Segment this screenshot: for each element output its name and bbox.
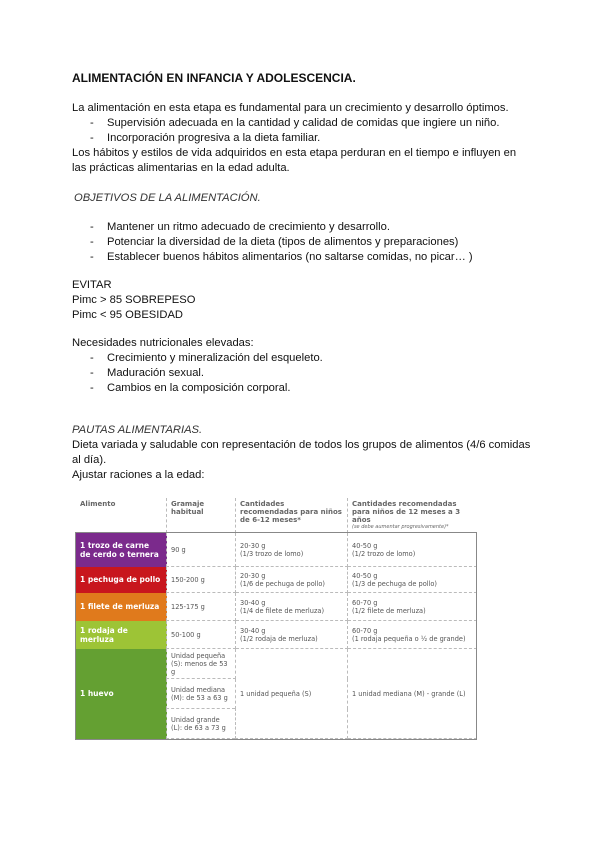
document-title: ALIMENTACIÓN EN INFANCIA Y ADOLESCENCIA. <box>72 71 356 85</box>
necesidad-bullet: - Maduración sexual. <box>90 367 205 379</box>
portion-6-12-cell: 1 unidad pequeña (S) <box>236 649 348 739</box>
portion-12-36-cell: 40-50 g (1/3 de pechuga de pollo) <box>348 567 477 593</box>
portion-12-36-cell: 60-70 g (1/2 filete de merluza) <box>348 593 477 621</box>
necesidad-bullet: - Crecimiento y mineralización del esqueleto. <box>90 352 323 364</box>
table-row <box>76 649 476 679</box>
gram-cell: 50-100 g <box>167 621 236 649</box>
header-alimento: Alimento <box>76 498 167 533</box>
portion-12-36-cell: 60-70 g (1 rodaja pequeña o ½ de grande) <box>348 621 477 649</box>
objetivo-bullet: - Potenciar la diversidad de la dieta (tipos de alimentos y preparaciones) <box>90 236 459 248</box>
gram-cell: Unidad grande (L): de 63 a 73 g <box>167 709 236 739</box>
portions-table <box>76 498 477 739</box>
table-row <box>76 621 476 649</box>
gram-cell: Unidad mediana (M): de 53 a 63 g <box>167 679 236 709</box>
portion-6-12-cell: 20-30 g (1/3 trozo de lomo) <box>236 533 348 567</box>
necesidad-bullet: - Cambios en la composición corporal. <box>90 382 291 394</box>
header-gramaje: Gramaje habitual <box>167 498 236 533</box>
food-cell: 1 rodaja de merluza <box>76 621 167 649</box>
evitar-label: EVITAR <box>72 279 112 291</box>
table-row <box>76 593 476 621</box>
portion-6-12-cell: 30-40 g (1/4 de filete de merluza) <box>236 593 348 621</box>
portion-6-12-cell: 20-30 g (1/6 de pechuga de pollo) <box>236 567 348 593</box>
necesidades-heading: Necesidades nutricionales elevadas: <box>72 337 254 349</box>
gram-cell: Unidad pequeña (S): menos de 53 g <box>167 649 236 679</box>
intro-text: La alimentación en esta etapa es fundamental para un crecimiento y desarrollo óptimos. <box>72 102 509 114</box>
food-cell: 1 pechuga de pollo <box>76 567 167 593</box>
objetivos-heading: OBJETIVOS DE LA ALIMENTACIÓN. <box>74 192 261 204</box>
food-cell: 1 trozo de carne de cerdo o ternera <box>76 533 167 567</box>
pautas-text: Ajustar raciones a la edad: <box>72 469 205 481</box>
evitar-line: Pimc > 85 SOBREPESO <box>72 294 196 306</box>
header-6-12: Cantidades recomendadas para niños de 6-12 meses* <box>236 498 348 533</box>
objetivo-bullet: - Establecer buenos hábitos alimentarios (no saltarse comidas, no picar… ) <box>90 251 473 263</box>
evitar-line: Pimc < 95 OBESIDAD <box>72 309 183 321</box>
pautas-heading: PAUTAS ALIMENTARIAS. <box>72 424 203 436</box>
portion-12-36-cell: 1 unidad mediana (M) - grande (L) <box>348 649 477 739</box>
table-row <box>76 533 476 567</box>
habits-text: las prácticas alimentarias en la edad adulta. <box>72 162 290 174</box>
table-row <box>76 567 476 593</box>
gram-cell: 125-175 g <box>167 593 236 621</box>
header-12-36: Cantidades recomendadas para niños de 12 meses a 3 años (se debe aumentar progresivamente)* <box>348 498 477 533</box>
intro-bullet: - Incorporación progresiva a la dieta familiar. <box>90 132 321 144</box>
pautas-text: Dieta variada y saludable con representación de todos los grupos de alimentos (4/6 comidas <box>72 439 531 451</box>
pautas-text: al día). <box>72 454 107 466</box>
food-cell: 1 filete de merluza <box>76 593 167 621</box>
food-cell: 1 huevo <box>76 649 167 739</box>
gram-cell: 90 g <box>167 533 236 567</box>
intro-bullet: - Supervisión adecuada en la cantidad y calidad de comidas que ingiere un niño. <box>90 117 500 129</box>
gram-cell: 150-200 g <box>167 567 236 593</box>
portion-6-12-cell: 30-40 g (1/2 rodaja de merluza) <box>236 621 348 649</box>
portion-12-36-cell: 40-50 g (1/2 trozo de lomo) <box>348 533 477 567</box>
habits-text: Los hábitos y estilos de vida adquiridos en esta etapa perduran en el tiempo e influyen en <box>72 147 517 159</box>
objetivo-bullet: - Mantener un ritmo adecuado de crecimiento y desarrollo. <box>90 221 390 233</box>
